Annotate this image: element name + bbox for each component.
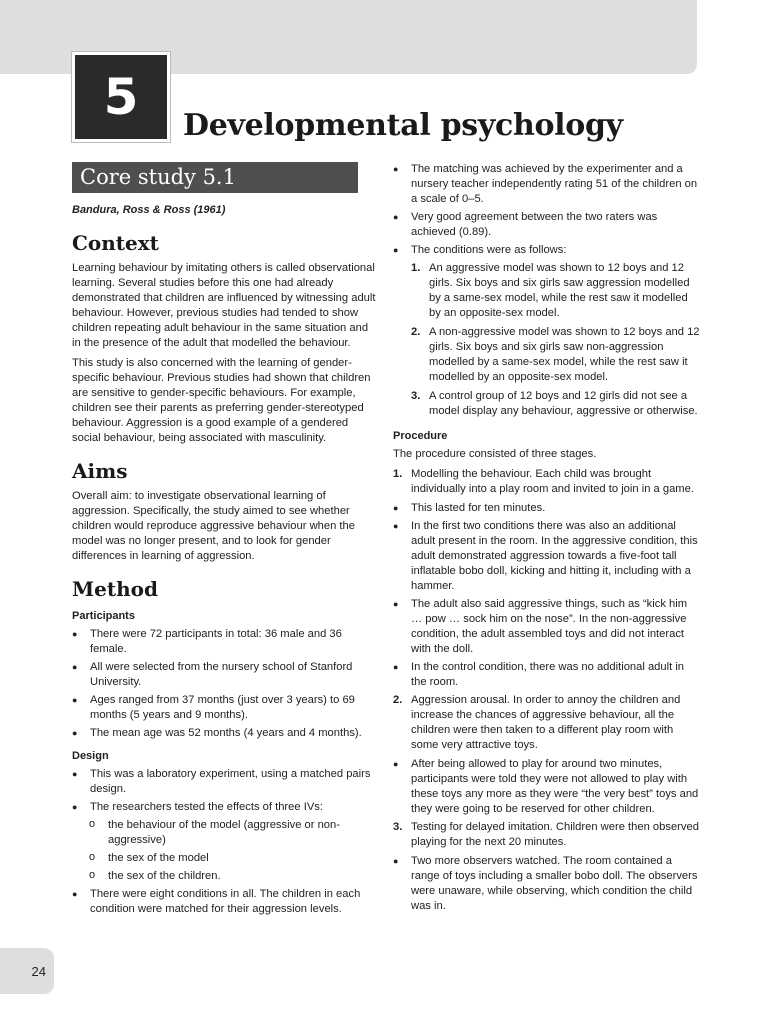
condition-text: A control group of 12 boys and 12 girls did not see a model display any behaviour, aggressive or otherwise. (429, 390, 698, 417)
method-heading: Method (72, 577, 158, 601)
iv-item: o the behaviour of the model (aggressive or non-aggressive) (72, 818, 378, 848)
list-item: ● The mean age was 52 months (4 years and 4 months). (72, 726, 378, 741)
right-column (393, 162, 701, 917)
item-number: 1. (411, 262, 421, 274)
chapter-number-box (72, 52, 170, 142)
procedure-heading: Procedure (393, 430, 448, 442)
stage-item (393, 467, 701, 497)
item-number: 2. (393, 694, 403, 706)
stage3-list (393, 854, 701, 914)
list-item: ● Ages ranged from 37 months (just over 3 years) to 69 months (5 years and 9 months). (72, 693, 378, 723)
design-list (72, 767, 378, 917)
conditions-list (393, 261, 701, 419)
list-item: ● There were 72 participants in total: 36 male and 36 female. (72, 627, 378, 657)
item-number: 2. (411, 326, 421, 338)
design-heading: Design (72, 750, 109, 762)
chapter-title: Developmental psychology (183, 108, 623, 143)
list-item: ● All were selected from the nursery school of Stanford University. (72, 660, 378, 690)
list-item: ● There were eight conditions in all. The children in each condition were matched for their aggression levels. (72, 887, 378, 917)
list-item: ● The adult also said aggressive things, such as “kick him … pow … sock him on the nose”. In the non-aggressive condition, the adult assembled toys and did not interact with the doll. (393, 597, 701, 657)
item-number: 3. (393, 821, 403, 833)
aims-heading: Aims (72, 459, 128, 483)
participants-list (72, 627, 378, 741)
condition-item (393, 261, 701, 321)
list-item: ● The matching was achieved by the experimenter and a nursery teacher independently rating 51 of the children on a scale of 0–5. (393, 162, 701, 207)
stage-text: Modelling the behaviour. Each child was brought individually into a play room and invited to join in a game. (411, 468, 694, 495)
list-item: ● This lasted for ten minutes. (393, 501, 701, 516)
chapter-number: 5 (103, 68, 139, 126)
iv-item: o the sex of the model (72, 851, 378, 866)
stage-item (393, 820, 701, 850)
list-item: ● In the first two conditions there was also an additional adult present in the room. In the aggressive condition, this adult demonstrated aggression towards a five-foot tall inflatable bobo doll, kicking and hitting it, including with a hammer. (393, 519, 701, 594)
list-item: ● After being allowed to play for around two minutes, participants were told they were not allowed to play with these toys any more as they were “the very best” toys and they were going to be reserved for other children. (393, 757, 701, 817)
stage-text: Aggression arousal. In order to annoy the children and increase the chances of aggressive behaviour, all the children were then taken to a different play room with some very attractive toys. (411, 694, 681, 751)
list-item: ● Two more observers watched. The room contained a range of toys including a smaller bobo doll. The observers were unaware, while observing, which condition the child was in. (393, 854, 701, 914)
item-number: 1. (393, 468, 403, 480)
list-item: ● This was a laboratory experiment, using a matched pairs design. (72, 767, 378, 797)
core-study-banner: Core study 5.1 (72, 162, 358, 193)
stage-text: Testing for delayed imitation. Children were then observed playing for the next 20 minutes. (411, 821, 699, 848)
aims-paragraph: Overall aim: to investigate observational learning of aggression. Specifically, the study aimed to see whether children would reproduce aggressive behaviour when the model was no longer present, and to look for gender differences in learning of aggression. (72, 490, 355, 562)
condition-item (393, 389, 701, 419)
list-item: ● Very good agreement between the two raters was achieved (0.89). (393, 210, 701, 240)
condition-text: A non-aggressive model was shown to 12 boys and 12 girls. Six boys and six girls saw non-aggression modelled by a same-sex model, while the rest saw it modelled by an opposite-sex model. (429, 326, 700, 383)
page-number: 24 (0, 948, 54, 994)
context-paragraph-2: This study is also concerned with the learning of gender-specific behaviour. Previous studies had shown that children are sensitive to gender-specific behaviours. For example, children see their parents as preferring gender-stereotyped behaviour. Aggression is a good example of a gendered social behaviour, being associated with masculinity. (72, 357, 371, 444)
context-paragraph-1: Learning behaviour by imitating others is called observational learning. Several studies before this one had already demonstrated that children are influenced by witnessing adult behaviour. However, previous studies had tended to show children repeating adult behaviour in the same situation and in the presence of the adult that modelled the behaviour. (72, 262, 376, 349)
stage1-list (393, 501, 701, 690)
list-item: ● The researchers tested the effects of three IVs: (72, 800, 378, 815)
context-heading: Context (72, 231, 159, 255)
condition-item (393, 325, 701, 385)
participants-heading: Participants (72, 610, 135, 622)
list-item: ● The conditions were as follows: (393, 243, 701, 258)
stage2-list (393, 757, 701, 817)
iv-item: o the sex of the children. (72, 869, 378, 884)
matching-list (393, 162, 701, 258)
item-number: 3. (411, 390, 421, 402)
condition-text: An aggressive model was shown to 12 boys and 12 girls. Six boys and six girls saw aggression modelled by a same-sex model, while the rest saw it modelled by an opposite-sex model. (429, 262, 690, 319)
list-item: ● In the control condition, there was no additional adult in the room. (393, 660, 701, 690)
procedure-intro: The procedure consisted of three stages. (393, 448, 597, 460)
study-byline: Bandura, Ross & Ross (1961) (72, 204, 226, 216)
left-column (72, 162, 378, 920)
stage-item (393, 693, 701, 753)
